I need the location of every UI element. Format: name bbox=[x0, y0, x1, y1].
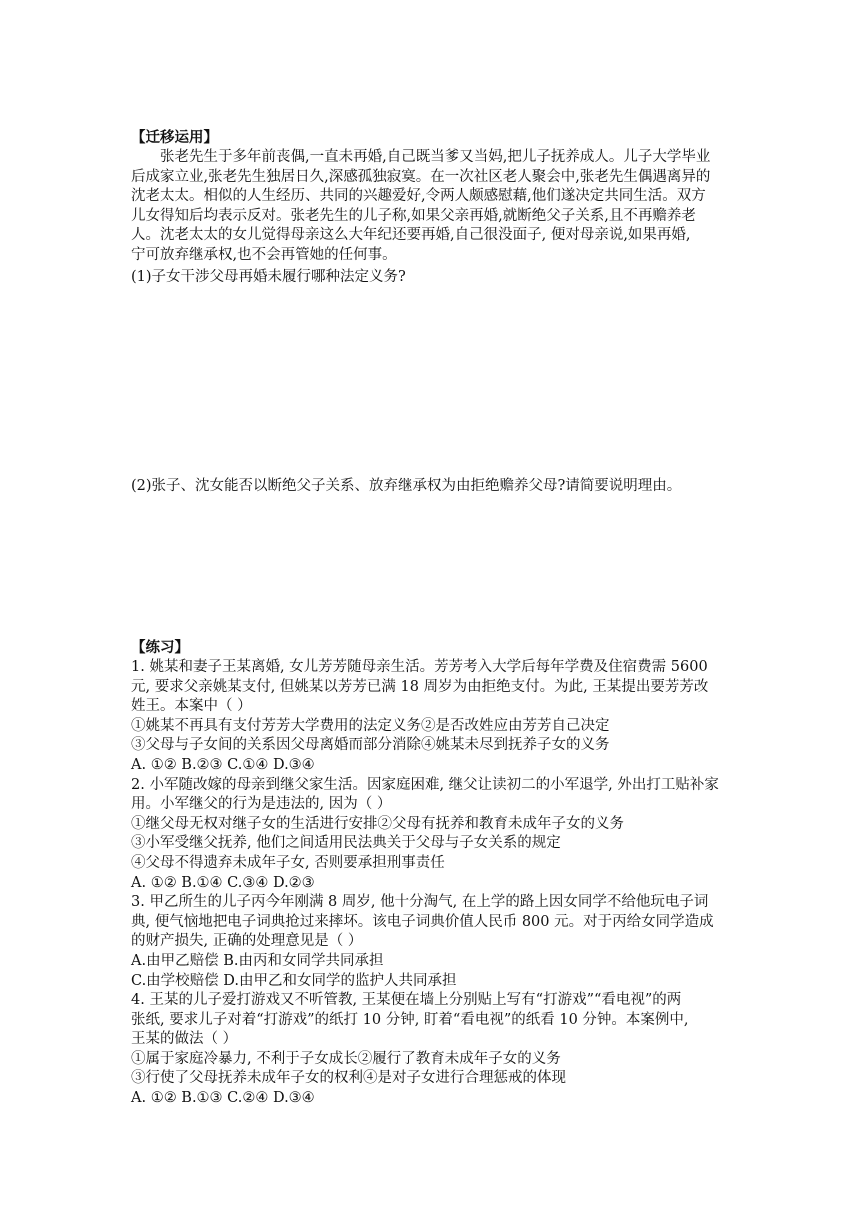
question-2: (2)张子、沈女能否以断绝父子关系、放弃继承权为由拒绝赡养父母?请简要说明理由。 bbox=[131, 478, 682, 494]
passage-line: 儿女得知后均表示反对。张老先生的儿子称,如果父亲再婚,就断绝父子关系,且不再赡养老 bbox=[131, 207, 696, 224]
transfer-passage bbox=[131, 148, 731, 266]
passage-line: 宁可放弃继承权,也不会再管她的任何事。 bbox=[131, 246, 397, 263]
practice-line: 姓王。本案中（ ） bbox=[131, 698, 252, 715]
passage-line: 沈老太太。相似的人生经历、共同的兴趣爱好,令两人颇感慰藉,他们遂决定共同生活。双方 bbox=[131, 188, 706, 205]
practice-line: ①属于家庭冷暴力, 不利于子女成长②履行了教育未成年子女的义务 bbox=[131, 1050, 561, 1067]
practice-line: 元, 要求父亲姚某支付, 但姚某以芳芳已满 18 周岁为由拒绝支付。为此, 王某提出要芳芳改 bbox=[131, 678, 709, 695]
practice-line: 的财产损失, 正确的处理意见是（ ） bbox=[131, 933, 363, 950]
practice-line: 3. 甲乙所生的儿子丙今年刚满 8 周岁, 他十分淘气, 在上学的路上因女同学不给他玩电子词 bbox=[131, 894, 709, 911]
practice-line: 用。小军继父的行为是违法的, 因为（ ） bbox=[131, 796, 392, 813]
transfer-heading: 【迁移运用】 bbox=[131, 130, 218, 146]
practice-line: A. ①② B.②③ C.①④ D.③④ bbox=[131, 756, 315, 773]
passage-line: 人。沈老太太的女儿觉得母亲这么大年纪还要再婚,自己很没面子, 便对母亲说,如果再婚, bbox=[131, 227, 691, 244]
practice-line: ③小军受继父抚养, 他们之间适用民法典关于父母与子女关系的规定 bbox=[131, 835, 561, 852]
practice-line: 张纸, 要求儿子对着“打游戏”的纸打 10 分钟, 盯着“看电视”的纸看 10 分钟。本案例中, bbox=[131, 1011, 689, 1028]
practice-line: ①继父母无权对继子女的生活进行安排②父母有抚养和教育未成年子女的义务 bbox=[131, 815, 624, 832]
practice-line: ③行使了父母抚养未成年子女的权利④是对子女进行合理惩戒的体现 bbox=[131, 1070, 566, 1087]
practice-line: 王某的做法（ ） bbox=[131, 1031, 238, 1048]
passage-line: 张老先生于多年前丧偶,一直未再婚,自己既当爹又当妈,把儿子抚养成人。儿子大学毕业 bbox=[160, 149, 711, 165]
practice-line: ④父母不得遗弃未成年子女, 否则要承担刑事责任 bbox=[131, 854, 445, 871]
practice-line: 4. 王某的儿子爱打游戏又不听管教, 王某便在墙上分别贴上写有“打游戏”“看电视”的两 bbox=[131, 992, 682, 1009]
practice-section bbox=[131, 638, 731, 1109]
practice-line: ③父母与子女间的关系因父母离婚而部分消除④姚某未尽到抚养子女的义务 bbox=[131, 737, 610, 754]
practice-line: 1. 姚某和妻子王某离婚, 女儿芳芳随母亲生活。芳芳考入大学后每年学费及住宿费需 5600 bbox=[131, 659, 708, 675]
practice-line: A. ①② B.①④ C.③④ D.②③ bbox=[131, 874, 315, 891]
practice-heading: 【练习】 bbox=[131, 640, 189, 656]
practice-line: C.由学校赔偿 D.由甲乙和女同学的监护人共同承担 bbox=[131, 972, 457, 989]
passage-line: 后成家立业,张老先生独居日久,深感孤独寂寞。在一次社区老人聚会中,张老先生偶遇离异的 bbox=[131, 168, 711, 185]
question-2-block bbox=[131, 477, 731, 497]
transfer-section bbox=[131, 128, 731, 287]
practice-line: 典, 便气恼地把电子词典抢过来摔坏。该电子词典价值人民币 800 元。对于丙给女同学造成 bbox=[131, 913, 714, 930]
practice-questions bbox=[131, 658, 731, 1109]
practice-line: A.由甲乙赔偿 B.由丙和女同学共同承担 bbox=[131, 952, 384, 969]
practice-line: ①姚某不再具有支付芳芳大学费用的法定义务②是否改姓应由芳芳自己决定 bbox=[131, 717, 610, 734]
question-1: (1)子女干涉父母再婚未履行哪种法定义务? bbox=[131, 268, 406, 285]
practice-line: 2. 小军随改嫁的母亲到继父家生活。因家庭困难, 继父让读初二的小军退学, 外出打工贴补家 bbox=[131, 776, 719, 793]
practice-line: A. ①② B.①③ C.②④ D.③④ bbox=[131, 1090, 315, 1107]
